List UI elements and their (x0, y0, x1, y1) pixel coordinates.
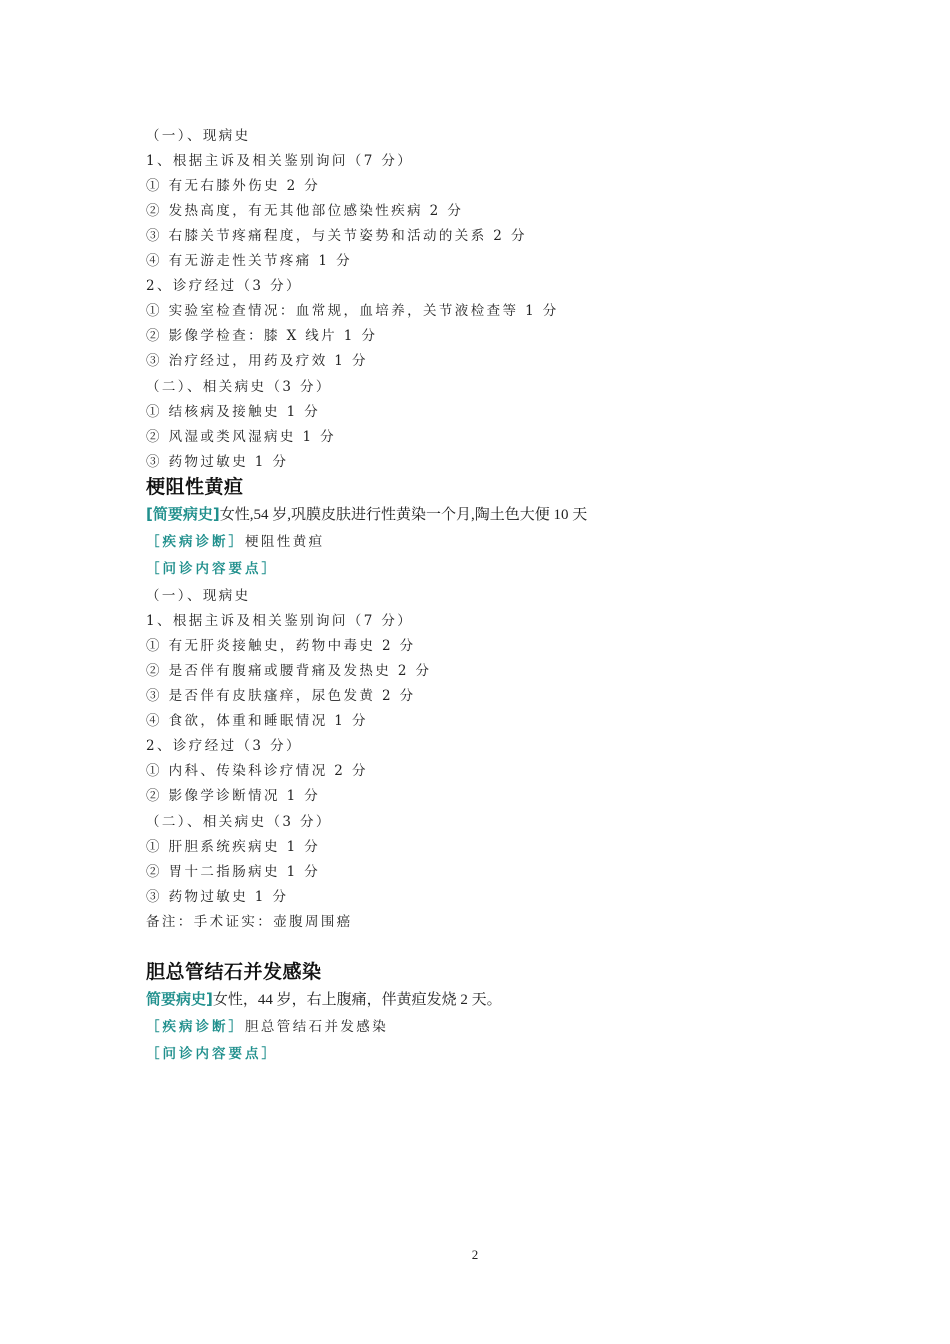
case2-line: ② 胃十二指肠病史 1 分 (146, 864, 321, 880)
case2-diagnosis-text: 梗阻性黄疸 (245, 534, 325, 550)
case2-line: ② 是否伴有腹痛或腰背痛及发热史 2 分 (146, 663, 432, 679)
case2-history-label: [简要病史] (146, 505, 220, 523)
part1-line: ① 有无右膝外伤史 2 分 (146, 178, 321, 194)
part1-line: 2、诊疗经过（3 分） (146, 278, 302, 294)
part1-line: （一）、现病史 (146, 128, 251, 144)
part1-line: ② 发热高度，有无其他部位感染性疾病 2 分 (146, 203, 464, 219)
case3-diagnosis (146, 1018, 388, 1036)
case2-line: ③ 是否伴有皮肤瘙痒，尿色发黄 2 分 (146, 688, 416, 704)
part1-line: ④ 有无游走性关节疼痛 1 分 (146, 253, 352, 269)
case3-diagnosis-label: ［疾病诊断］ (146, 1019, 245, 1035)
part1-line: ① 实验室检查情况：血常规，血培养，关节液检查等 1 分 (146, 303, 559, 319)
case2-inquiry-label: ［问诊内容要点］ (146, 561, 278, 577)
case2-diagnosis (146, 533, 325, 551)
case3-history (146, 989, 502, 1010)
part1-line: 1、根据主诉及相关鉴别询问（7 分） (146, 153, 414, 169)
case2-history (146, 504, 587, 525)
part1-line: ③ 药物过敏史 1 分 (146, 454, 289, 470)
case2-line: ③ 药物过敏史 1 分 (146, 889, 289, 905)
part1-line: ③ 右膝关节疼痛程度，与关节姿势和活动的关系 2 分 (146, 228, 527, 244)
case3-title: 胆总管结石并发感染 (146, 961, 322, 983)
case2-line: （二）、相关病史（3 分） (146, 814, 332, 830)
case2-diagnosis-label: ［疾病诊断］ (146, 534, 245, 550)
case2-history-text: 女性,54 岁,巩膜皮肤进行性黄染一个月,陶土色大便 10 天 (219, 507, 588, 523)
case3-history-label: 简要病史] (146, 990, 213, 1008)
part1-line: ① 结核病及接触史 1 分 (146, 404, 321, 420)
part1-line: ③ 治疗经过，用药及疗效 1 分 (146, 353, 368, 369)
case2-line: ① 内科、传染科诊疗情况 2 分 (146, 763, 368, 779)
case3-diagnosis-text: 胆总管结石并发感染 (245, 1019, 389, 1035)
case2-line: 2、诊疗经过（3 分） (146, 738, 302, 754)
part1-line: ② 风湿或类风湿病史 1 分 (146, 429, 337, 445)
case2-line: 1、根据主诉及相关鉴别询问（7 分） (146, 613, 414, 629)
case3-history-text: 女性，44 岁，右上腹痛，伴黄疸发烧 2 天。 (212, 992, 502, 1008)
part1-line: （二）、相关病史（3 分） (146, 379, 332, 395)
case2-line: ① 肝胆系统疾病史 1 分 (146, 839, 321, 855)
case2-line: ② 影像学诊断情况 1 分 (146, 788, 321, 804)
case2-title: 梗阻性黄疸 (146, 476, 244, 498)
part1-line: ② 影像学检查：膝 X 线片 1 分 (146, 328, 378, 344)
case2-line: ① 有无肝炎接触史，药物中毒史 2 分 (146, 638, 416, 654)
case2-note: 备注：手术证实：壶腹周围癌 (146, 914, 353, 930)
page-number: 2 (471, 1247, 479, 1262)
case3-inquiry-label: ［问诊内容要点］ (146, 1046, 278, 1062)
case2-inquiry (146, 560, 278, 578)
case2-line: ④ 食欲，体重和睡眠情况 1 分 (146, 713, 368, 729)
case3-inquiry (146, 1045, 278, 1063)
case2-line: （一）、现病史 (146, 588, 251, 604)
